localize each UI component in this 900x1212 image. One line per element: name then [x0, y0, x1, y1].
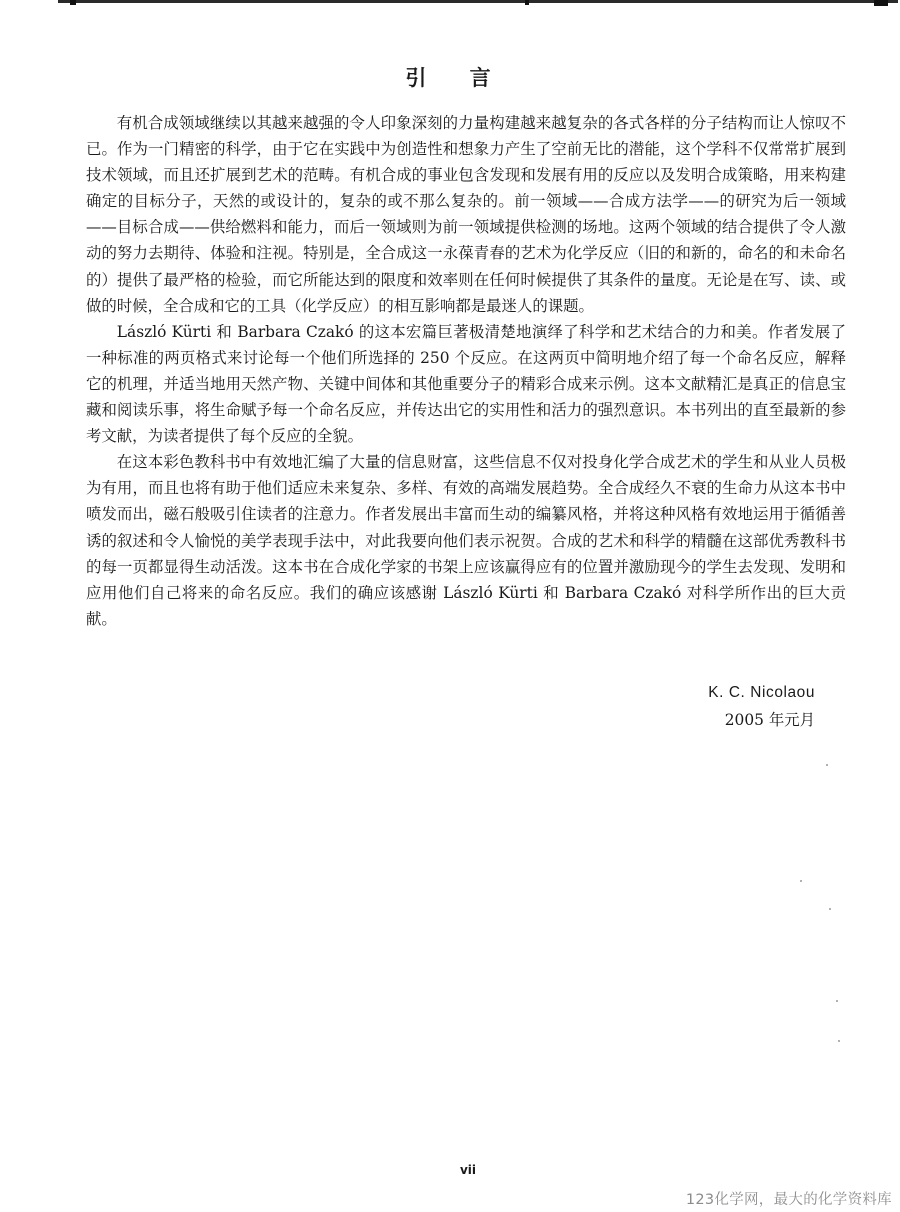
page-title: 引 言 — [405, 66, 509, 90]
top-rule — [58, 0, 898, 3]
body-text — [86, 110, 846, 632]
scan-mark — [874, 0, 888, 6]
paragraph: 在这本彩色教科书中有效地汇编了大量的信息财富，这些信息不仅对投身化学合成艺术的学生和从业人员极为有用，而且也将有助于他们适应未来复杂、多样、有效的高端发展趋势。全合成经久不衰的生命力从这本书中喷发而出，磁石般吸引住读者的注意力。作者发展出丰富而生动的编纂风格，并将这种风格有效地运用于循循善诱的叙述和令人愉悦的美学表现手法中，对此我要向他们表示祝贺。合成的艺术和科学的精髓在这部优秀教科书的每一页都显得生动活泼。这本书在合成化学家的书架上应该赢得应有的位置并激励现今的学生去发现、发明和应用他们自己将来的命名反应。我们的确应该感谢 László Kürti 和 Barbara Czakó 对科学所作出的巨大贡献。 — [86, 453, 846, 628]
scan-speck — [800, 880, 802, 882]
scan-mark — [525, 0, 529, 5]
scan-speck — [826, 764, 828, 766]
watermark: 123化学网，最大的化学资料库 — [685, 1192, 892, 1208]
scan-speck — [836, 1000, 838, 1002]
scan-speck — [838, 1040, 840, 1042]
scan-speck — [829, 908, 831, 910]
author-name: K. C. Nicolaou — [708, 684, 815, 701]
page-number: vii — [459, 1163, 477, 1177]
signature-block — [600, 679, 815, 733]
signature-date: 2005 年元月 — [724, 710, 815, 729]
paragraph: László Kürti 和 Barbara Czakó 的这本宏篇巨著极清楚地演绎了科学和艺术结合的力和美。作者发展了一种标准的两页格式来讨论每一个他们所选择的 250 个反应。在这两页中简明地介绍了每一个命名反应，解释它的机理，并适当地用天然产物、关键中间体和其他重要分子的精彩合成来示例。这本文献精汇是真正的信息宝藏和阅读乐事，将生命赋予每一个命名反应，并传达出它的实用性和活力的强烈意识。本书列出的直至最新的参考文献，为读者提供了每个反应的全貌。 — [86, 322, 846, 446]
paragraph: 有机合成领域继续以其越来越强的令人印象深刻的力量构建越来越复杂的各式各样的分子结构而让人惊叹不已。作为一门精密的科学，由于它在实践中为创造性和想象力产生了空前无比的潜能，这个学科不仅常常扩展到技术领域，而且还扩展到艺术的范畴。有机合成的事业包含发现和发展有用的反应以及发明合成策略，用来构建确定的目标分子，天然的或设计的，复杂的或不那么复杂的。前一领域——合成方法学——的研究为后一领域——目标合成——供给燃料和能力，而后一领域则为前一领域提供检测的场地。这两个领域的结合提供了令人激动的努力去期待、体验和注视。特别是，全合成这一永葆青春的艺术为化学反应（旧的和新的，命名的和未命名的）提供了最严格的检验，而它所能达到的限度和效率则在任何时候提供了其条件的量度。无论是在写、读、或做的时候，全合成和它的工具（化学反应）的相互影响都是最迷人的课题。 — [86, 114, 846, 315]
scan-mark — [70, 0, 76, 5]
